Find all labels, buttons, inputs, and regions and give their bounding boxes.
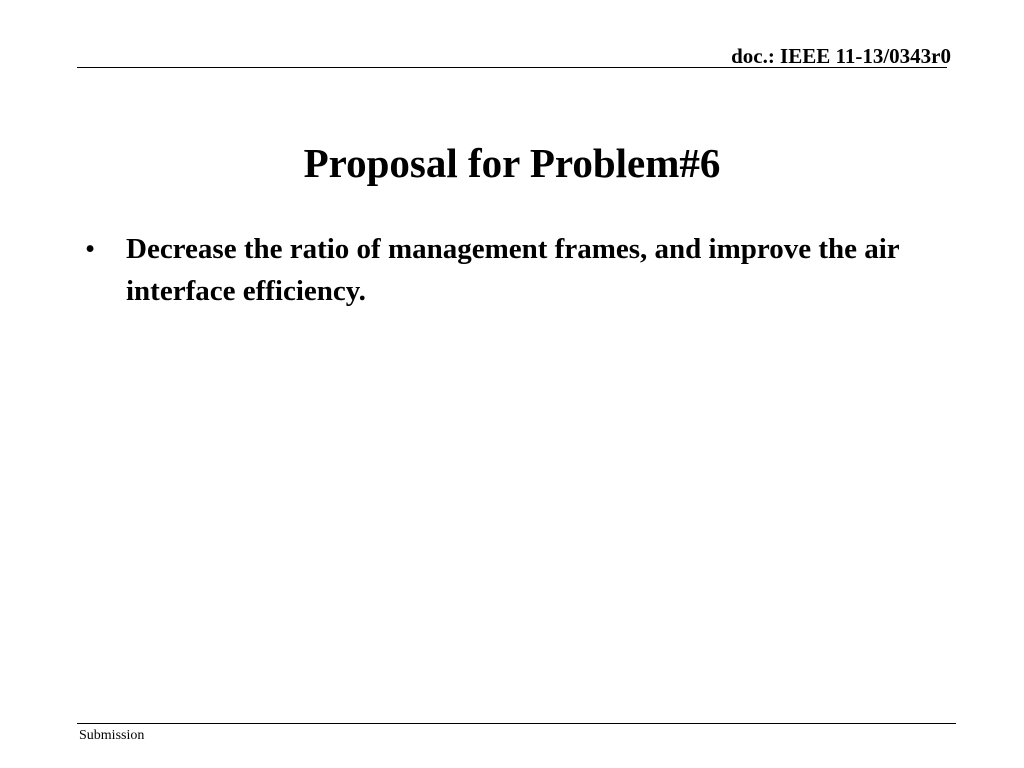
header-divider — [77, 67, 947, 68]
bullet-item — [85, 228, 955, 312]
footer-label: Submission — [79, 728, 145, 743]
bullet-text: Decrease the ratio of management frames, and improve the air interface efficiency. — [126, 233, 900, 307]
slide-title: Proposal for Problem#6 — [303, 140, 721, 187]
footer-divider — [77, 723, 956, 724]
bullet-list — [85, 228, 955, 312]
document-id: doc.: IEEE 11-13/0343r0 — [731, 44, 951, 68]
bullet-icon: • — [85, 233, 96, 265]
